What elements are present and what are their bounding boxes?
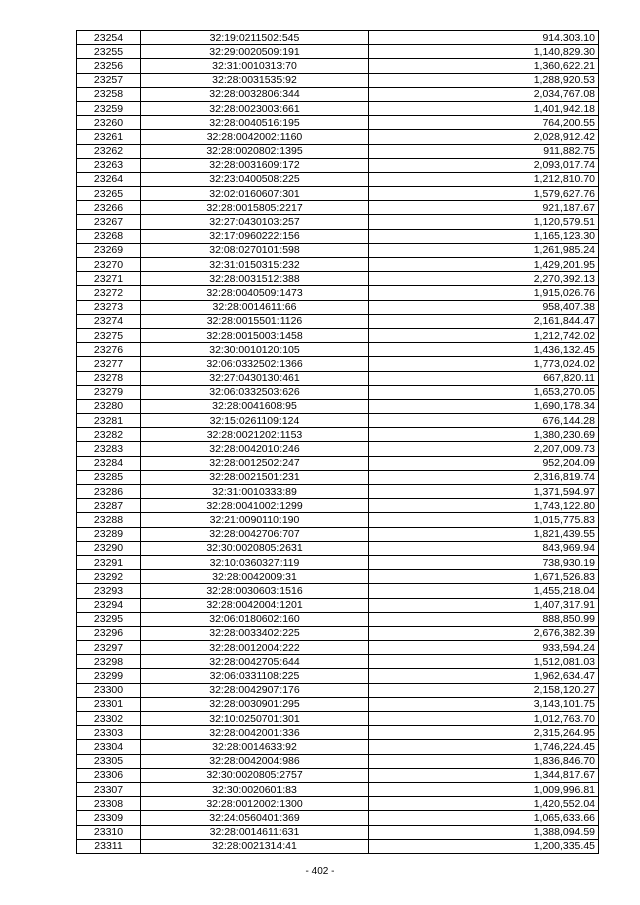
row-number-cell: 23292 [77,570,141,584]
value-cell: 952,204.09 [369,456,599,470]
table-row [77,385,599,399]
row-number-cell: 23283 [77,442,141,456]
table-row [77,101,599,115]
cadastral-number-cell: 32:28:0042004:1201 [141,598,369,612]
value-cell: 2,315,264.95 [369,726,599,740]
table-row [77,641,599,655]
value-cell: 2,161,844.47 [369,314,599,328]
cadastral-number-cell: 32:28:0042705:644 [141,655,369,669]
row-number-cell: 23280 [77,399,141,413]
value-cell: 1,962,634.47 [369,669,599,683]
row-number-cell: 23307 [77,782,141,796]
value-cell: 2,270,392.13 [369,272,599,286]
table-row [77,87,599,101]
cadastral-number-cell: 32:06:0332503:626 [141,385,369,399]
value-cell: 1,690,178.34 [369,399,599,413]
table-row [77,768,599,782]
table-row [77,371,599,385]
row-number-cell: 23265 [77,187,141,201]
row-number-cell: 23257 [77,73,141,87]
row-number-cell: 23305 [77,754,141,768]
table-row [77,215,599,229]
row-number-cell: 23269 [77,243,141,257]
cadastral-number-cell: 32:27:0430130:461 [141,371,369,385]
table-row [77,286,599,300]
cadastral-number-cell: 32:28:0012004:222 [141,641,369,655]
cadastral-number-cell: 32:06:0331108:225 [141,669,369,683]
value-cell: 911,882.75 [369,144,599,158]
table-row [77,201,599,215]
value-cell: 1,120,579.51 [369,215,599,229]
cadastral-number-cell: 32:28:0030901:295 [141,697,369,711]
row-number-cell: 23303 [77,726,141,740]
row-number-cell: 23290 [77,541,141,555]
cadastral-number-cell: 32:28:0041608:95 [141,399,369,413]
cadastral-number-cell: 32:28:0040509:1473 [141,286,369,300]
table-row [77,754,599,768]
row-number-cell: 23272 [77,286,141,300]
row-number-cell: 23255 [77,45,141,59]
value-cell: 1,344,817.67 [369,768,599,782]
cadastral-number-cell: 32:28:0030603:1516 [141,584,369,598]
cadastral-number-cell: 32:30:0010120:105 [141,343,369,357]
value-cell: 1,140,829.30 [369,45,599,59]
row-number-cell: 23260 [77,116,141,130]
row-number-cell: 23254 [77,31,141,45]
value-cell: 958,407.38 [369,300,599,314]
table-row [77,130,599,144]
cadastral-number-cell: 32:28:0042004:986 [141,754,369,768]
table-row [77,399,599,413]
cadastral-number-cell: 32:28:0040516:195 [141,116,369,130]
cadastral-number-cell: 32:31:0010313:70 [141,59,369,73]
table-row [77,825,599,839]
page-number: - 402 - [305,866,335,877]
value-cell: 738,930.19 [369,555,599,569]
cadastral-number-cell: 32:31:0010333:89 [141,485,369,499]
row-number-cell: 23310 [77,825,141,839]
row-number-cell: 23256 [77,59,141,73]
value-cell: 1,388,094.59 [369,825,599,839]
value-cell: 2,158,120.27 [369,683,599,697]
cadastral-number-cell: 32:28:0031535:92 [141,73,369,87]
value-cell: 1,455,218.04 [369,584,599,598]
table-row [77,499,599,513]
table-row [77,172,599,186]
table-row [77,243,599,257]
row-number-cell: 23282 [77,428,141,442]
value-cell: 2,207,009.73 [369,442,599,456]
cadastral-number-cell: 32:28:0014611:66 [141,300,369,314]
cadastral-number-cell: 32:31:0150315:232 [141,258,369,272]
table-row [77,187,599,201]
table-row [77,328,599,342]
row-number-cell: 23304 [77,740,141,754]
value-cell: 933,594.24 [369,641,599,655]
row-number-cell: 23268 [77,229,141,243]
row-number-cell: 23302 [77,712,141,726]
row-number-cell: 23287 [77,499,141,513]
row-number-cell: 23298 [77,655,141,669]
cadastral-value-table [76,30,599,854]
value-cell: 921,187.67 [369,201,599,215]
cadastral-number-cell: 32:28:0031512:388 [141,272,369,286]
row-number-cell: 23295 [77,612,141,626]
row-number-cell: 23301 [77,697,141,711]
cadastral-number-cell: 32:30:0020805:2631 [141,541,369,555]
value-cell: 1,671,526.83 [369,570,599,584]
value-cell: 1,436,132.45 [369,343,599,357]
value-cell: 2,093,017.74 [369,158,599,172]
value-cell: 1,371,594.97 [369,485,599,499]
row-number-cell: 23284 [77,456,141,470]
value-cell: 1,743,122.80 [369,499,599,513]
value-cell: 667,820.11 [369,371,599,385]
value-cell: 1,512,081.03 [369,655,599,669]
value-cell: 1,407,317.91 [369,598,599,612]
cadastral-number-cell: 32:28:0042706:707 [141,527,369,541]
row-number-cell: 23294 [77,598,141,612]
cadastral-number-cell: 32:28:0042907:176 [141,683,369,697]
table-row [77,527,599,541]
table-row [77,59,599,73]
row-number-cell: 23274 [77,314,141,328]
cadastral-number-cell: 32:28:0021501:231 [141,470,369,484]
value-cell: 888,850.99 [369,612,599,626]
table-row [77,428,599,442]
row-number-cell: 23275 [77,328,141,342]
table-row [77,343,599,357]
cadastral-number-cell: 32:28:0041002:1299 [141,499,369,513]
value-cell: 1,165,123.30 [369,229,599,243]
row-number-cell: 23291 [77,555,141,569]
table-row [77,797,599,811]
table-row [77,116,599,130]
value-cell: 1,579,627.76 [369,187,599,201]
table-row [77,45,599,59]
row-number-cell: 23309 [77,811,141,825]
table-row [77,272,599,286]
cadastral-number-cell: 32:06:0332502:1366 [141,357,369,371]
table-row [77,314,599,328]
cadastral-number-cell: 32:23:0400508:225 [141,172,369,186]
cadastral-number-cell: 32:10:0250701:301 [141,712,369,726]
value-cell: 3,143,101.75 [369,697,599,711]
value-cell: 2,316,819.74 [369,470,599,484]
table-row [77,442,599,456]
value-cell: 2,028,912.42 [369,130,599,144]
row-number-cell: 23285 [77,470,141,484]
cadastral-number-cell: 32:30:0020805:2757 [141,768,369,782]
value-cell: 1,420,552.04 [369,797,599,811]
value-cell: 1,200,335.45 [369,839,599,853]
table-row [77,612,599,626]
table-row [77,456,599,470]
row-number-cell: 23261 [77,130,141,144]
cadastral-number-cell: 32:15:0261109:124 [141,414,369,428]
value-cell: 1,836,846.70 [369,754,599,768]
cadastral-number-cell: 32:28:0021314:41 [141,839,369,853]
value-cell: 2,676,382.39 [369,626,599,640]
cadastral-number-cell: 32:21:0090110:190 [141,513,369,527]
table-row [77,144,599,158]
cadastral-number-cell: 32:29:0020509:191 [141,45,369,59]
cadastral-number-cell: 32:28:0014633:92 [141,740,369,754]
table-row [77,584,599,598]
cadastral-number-cell: 32:30:0020601:83 [141,782,369,796]
value-cell: 1,212,810.70 [369,172,599,186]
value-cell: 1,401,942.18 [369,101,599,115]
table-row [77,811,599,825]
cadastral-number-cell: 32:06:0180602:160 [141,612,369,626]
cadastral-number-cell: 32:28:0012002:1300 [141,797,369,811]
value-cell: 1,261,985.24 [369,243,599,257]
table-row [77,839,599,853]
table-row [77,555,599,569]
table-row [77,158,599,172]
cadastral-number-cell: 32:28:0014611:631 [141,825,369,839]
cadastral-number-cell: 32:28:0032806:344 [141,87,369,101]
table-row [77,655,599,669]
row-number-cell: 23270 [77,258,141,272]
table-row [77,726,599,740]
table-row [77,570,599,584]
table-row [77,669,599,683]
table-row [77,513,599,527]
value-cell: 1,009,996.81 [369,782,599,796]
cadastral-number-cell: 32:28:0023003:661 [141,101,369,115]
row-number-cell: 23264 [77,172,141,186]
value-cell: 1,065,633.66 [369,811,599,825]
value-cell: 914.303.10 [369,31,599,45]
table-row [77,470,599,484]
cadastral-number-cell: 32:28:0020802:1395 [141,144,369,158]
value-cell: 1,012,763.70 [369,712,599,726]
value-cell: 1,360,622.21 [369,59,599,73]
row-number-cell: 23296 [77,626,141,640]
table-row [77,31,599,45]
row-number-cell: 23273 [77,300,141,314]
row-number-cell: 23308 [77,797,141,811]
value-cell: 1,429,201.95 [369,258,599,272]
row-number-cell: 23279 [77,385,141,399]
value-cell: 1,773,024.02 [369,357,599,371]
cadastral-number-cell: 32:28:0012502:247 [141,456,369,470]
row-number-cell: 23289 [77,527,141,541]
table-row [77,485,599,499]
cadastral-number-cell: 32:02:0160607:301 [141,187,369,201]
row-number-cell: 23299 [77,669,141,683]
row-number-cell: 23311 [77,839,141,853]
value-cell: 1,746,224.45 [369,740,599,754]
table-row [77,73,599,87]
value-cell: 764,200.55 [369,116,599,130]
table-row [77,357,599,371]
table-row [77,626,599,640]
value-cell: 2,034,767.08 [369,87,599,101]
value-cell: 1,821,439.55 [369,527,599,541]
cadastral-number-cell: 32:27:0430103:257 [141,215,369,229]
table-row [77,683,599,697]
value-cell: 1,915,026.76 [369,286,599,300]
cadastral-number-cell: 32:10:0360327:119 [141,555,369,569]
row-number-cell: 23288 [77,513,141,527]
table-row [77,740,599,754]
cadastral-number-cell: 32:08:0270101:598 [141,243,369,257]
value-cell: 1,288,920.53 [369,73,599,87]
cadastral-number-cell: 32:24:0560401:369 [141,811,369,825]
row-number-cell: 23286 [77,485,141,499]
cadastral-number-cell: 32:28:0042001:336 [141,726,369,740]
cadastral-number-cell: 32:28:0015805:2217 [141,201,369,215]
row-number-cell: 23297 [77,641,141,655]
cadastral-number-cell: 32:28:0042002:1160 [141,130,369,144]
table-row [77,258,599,272]
cadastral-number-cell: 32:19:0211502:545 [141,31,369,45]
row-number-cell: 23271 [77,272,141,286]
value-cell: 1,015,775.83 [369,513,599,527]
table-row [77,300,599,314]
table-row [77,598,599,612]
table-body [77,31,599,854]
row-number-cell: 23266 [77,201,141,215]
value-cell: 843,969.94 [369,541,599,555]
row-number-cell: 23263 [77,158,141,172]
row-number-cell: 23276 [77,343,141,357]
row-number-cell: 23281 [77,414,141,428]
cadastral-number-cell: 32:28:0042010:246 [141,442,369,456]
value-cell: 1,380,230.69 [369,428,599,442]
row-number-cell: 23277 [77,357,141,371]
cadastral-number-cell: 32:28:0015003:1458 [141,328,369,342]
row-number-cell: 23258 [77,87,141,101]
row-number-cell: 23293 [77,584,141,598]
table-row [77,782,599,796]
value-cell: 1,653,270.05 [369,385,599,399]
row-number-cell: 23262 [77,144,141,158]
table-row [77,697,599,711]
cadastral-number-cell: 32:17:0960222:156 [141,229,369,243]
row-number-cell: 23278 [77,371,141,385]
row-number-cell: 23259 [77,101,141,115]
table-row [77,712,599,726]
value-cell: 676,144.28 [369,414,599,428]
row-number-cell: 23267 [77,215,141,229]
cadastral-number-cell: 32:28:0033402:225 [141,626,369,640]
row-number-cell: 23300 [77,683,141,697]
cadastral-number-cell: 32:28:0015501:1126 [141,314,369,328]
cadastral-number-cell: 32:28:0031609:172 [141,158,369,172]
table-row [77,541,599,555]
row-number-cell: 23306 [77,768,141,782]
table-row [77,229,599,243]
table-row [77,414,599,428]
cadastral-number-cell: 32:28:0042009:31 [141,570,369,584]
value-cell: 1,212,742.02 [369,328,599,342]
cadastral-number-cell: 32:28:0021202:1153 [141,428,369,442]
